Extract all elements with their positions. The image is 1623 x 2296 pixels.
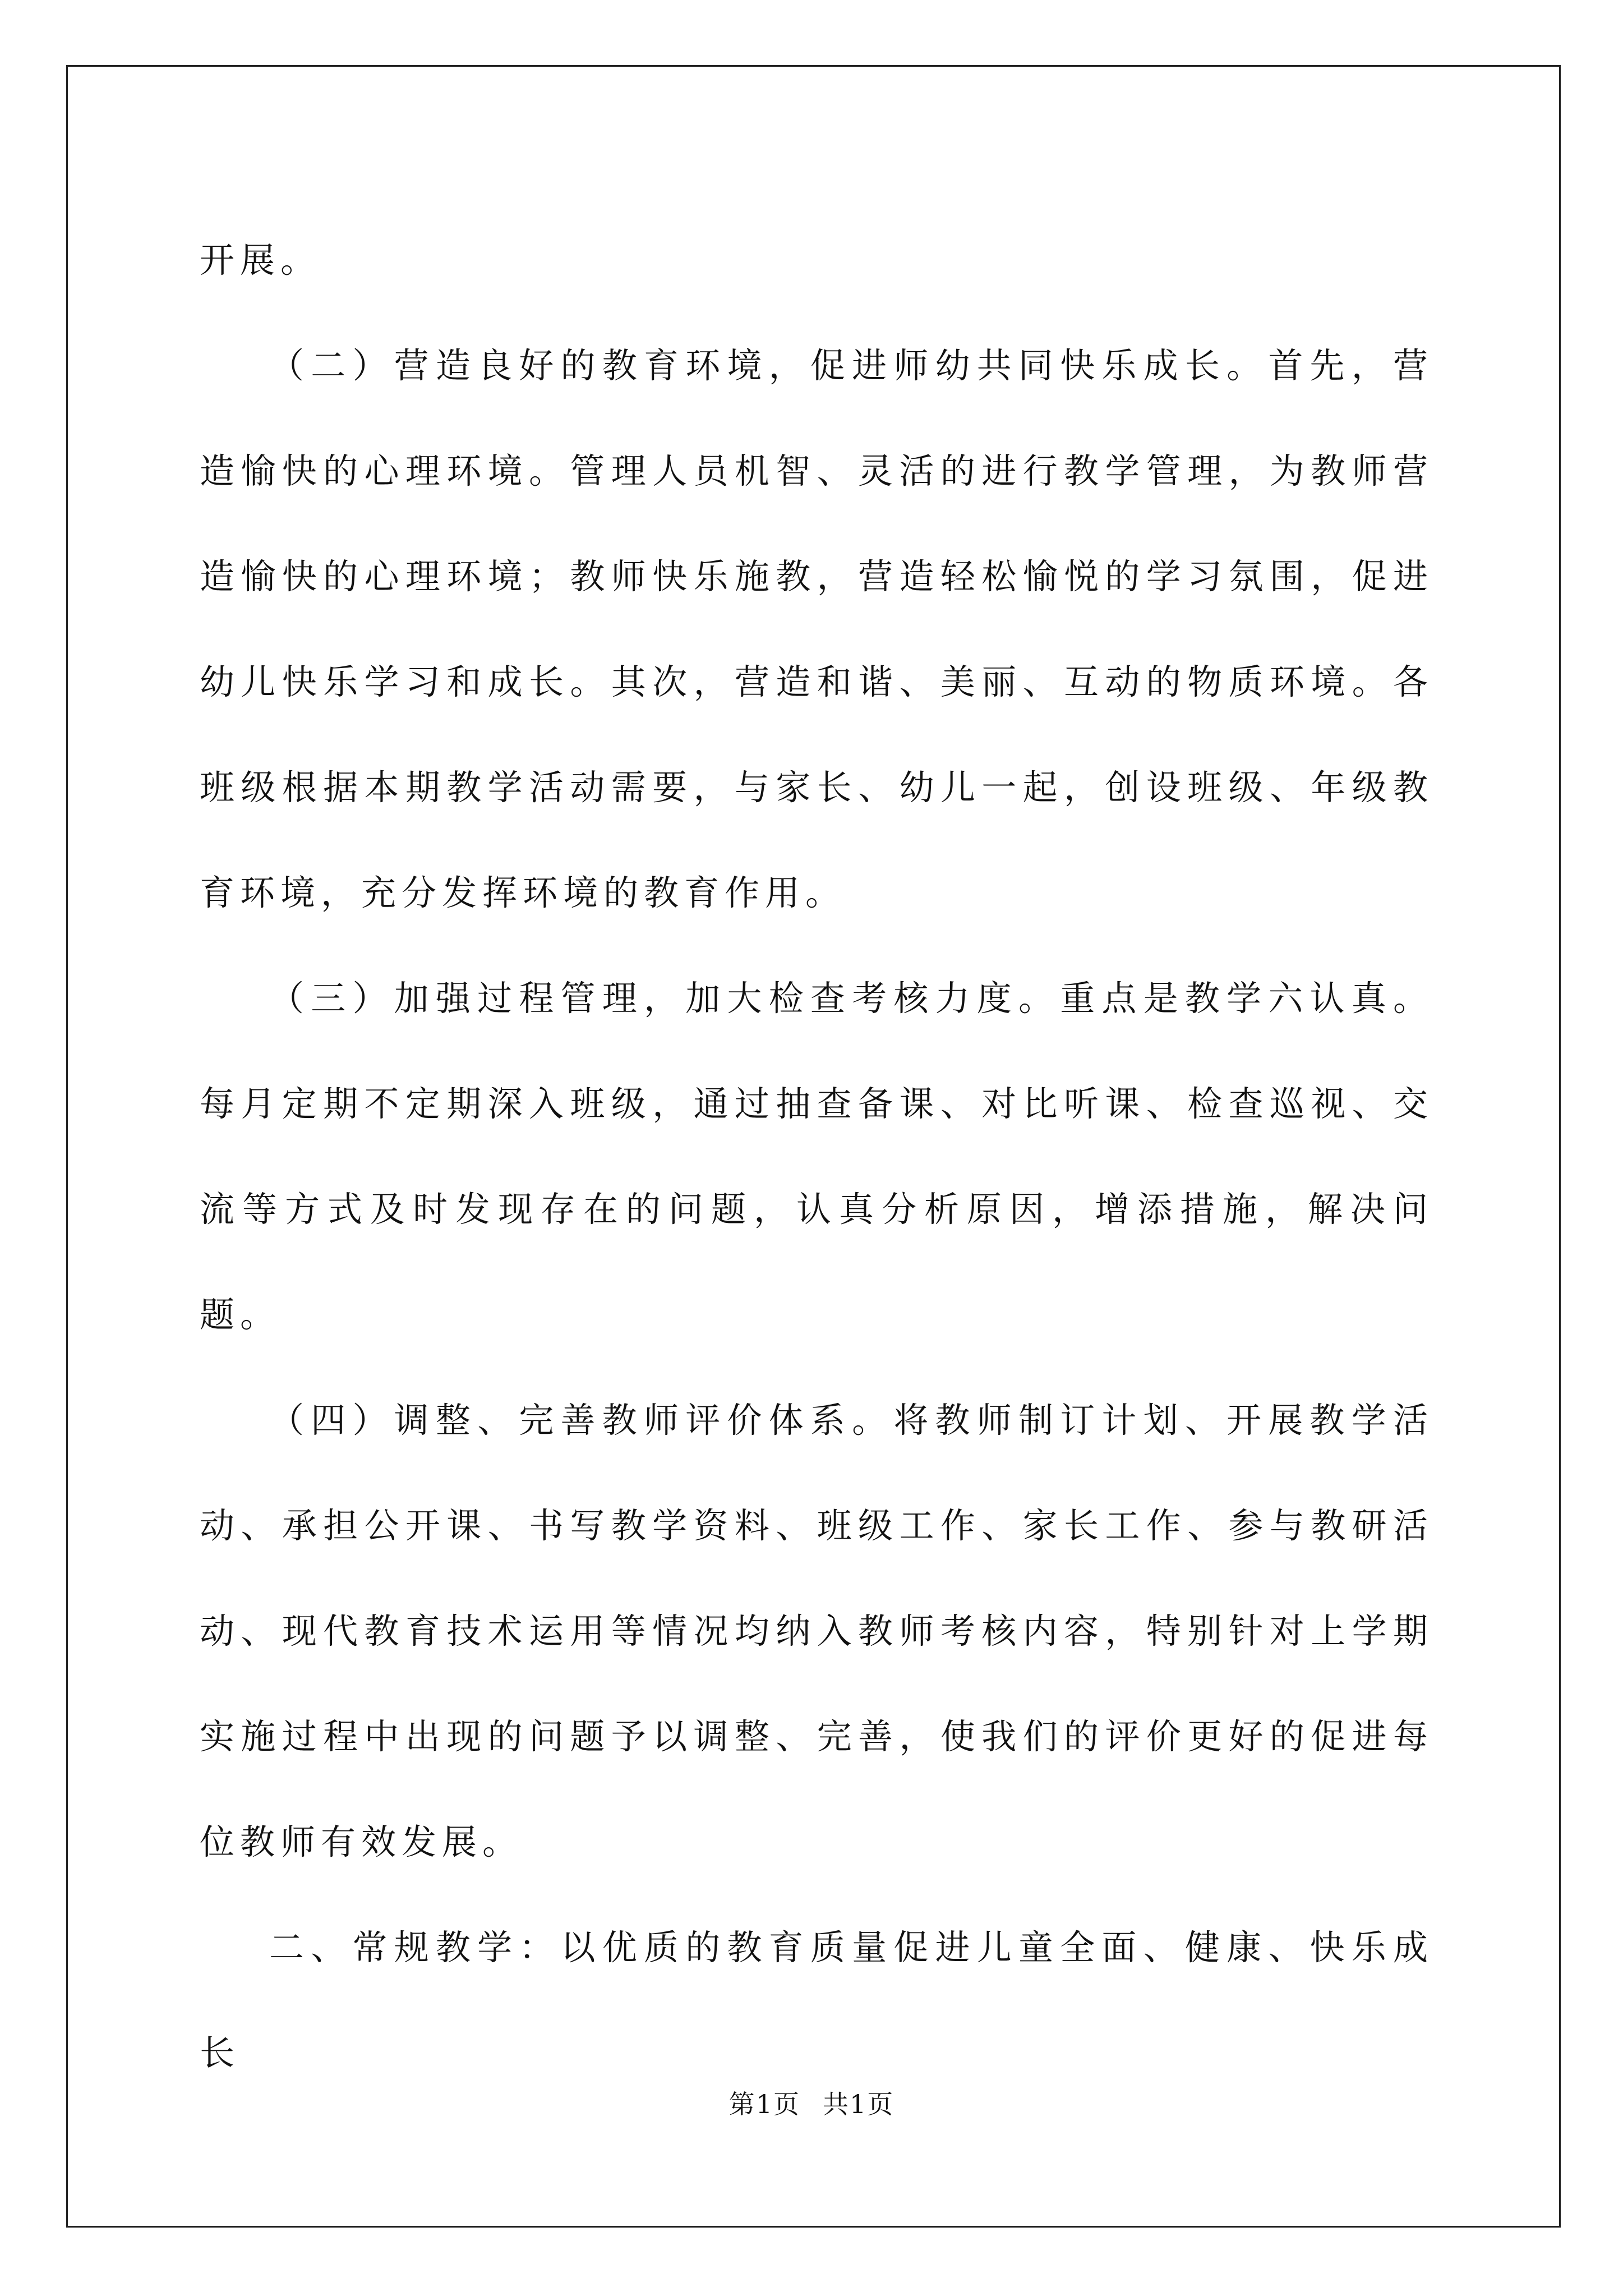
paragraph-3: （三）加强过程管理，加大检查考核力度。重点是教学六认真。每月定期不定期深入班级，通过抽查备课、对比听课、检查巡视、交流等方式及时发现存在的问题，认真分析原因，增添措施，解决问题。 <box>200 978 1433 1335</box>
document-body <box>200 208 1433 2106</box>
paragraph-2: （二）营造良好的教育环境，促进师幼共同快乐成长。首先，营造愉快的心理环境。管理人员机智、灵活的进行教学管理，为教师营造愉快的心理环境；教师快乐施教，营造轻松愉悦的学习氛围，促进幼儿快乐学习和成长。其次，营造和谐、美丽、互动的物质环境。各班级根据本期教学活动需要，与家长、幼儿一起，创设班级、年级教育环境，充分发挥环境的教育作用。 <box>200 345 1433 913</box>
paragraph-4: （四）调整、完善教师评价体系。将教师制订计划、开展教学活动、承担公开课、书写教学资料、班级工作、家长工作、参与教研活动、现代教育技术运用等情况均纳入教师考核内容，特别针对上学期实施过程中出现的问题予以调整、完善，使我们的评价更好的促进每位教师有效发展。 <box>200 1400 1433 1862</box>
page-footer <box>0 2084 1623 2121</box>
page-number: 第1页 <box>728 2089 800 2119</box>
page-total: 共1页 <box>823 2089 895 2119</box>
paragraph-1: 开展。 <box>200 240 321 280</box>
paragraph-5: 二、常规教学：以优质的教育质量促进儿童全面、健康、快乐成长 <box>200 1927 1433 2073</box>
